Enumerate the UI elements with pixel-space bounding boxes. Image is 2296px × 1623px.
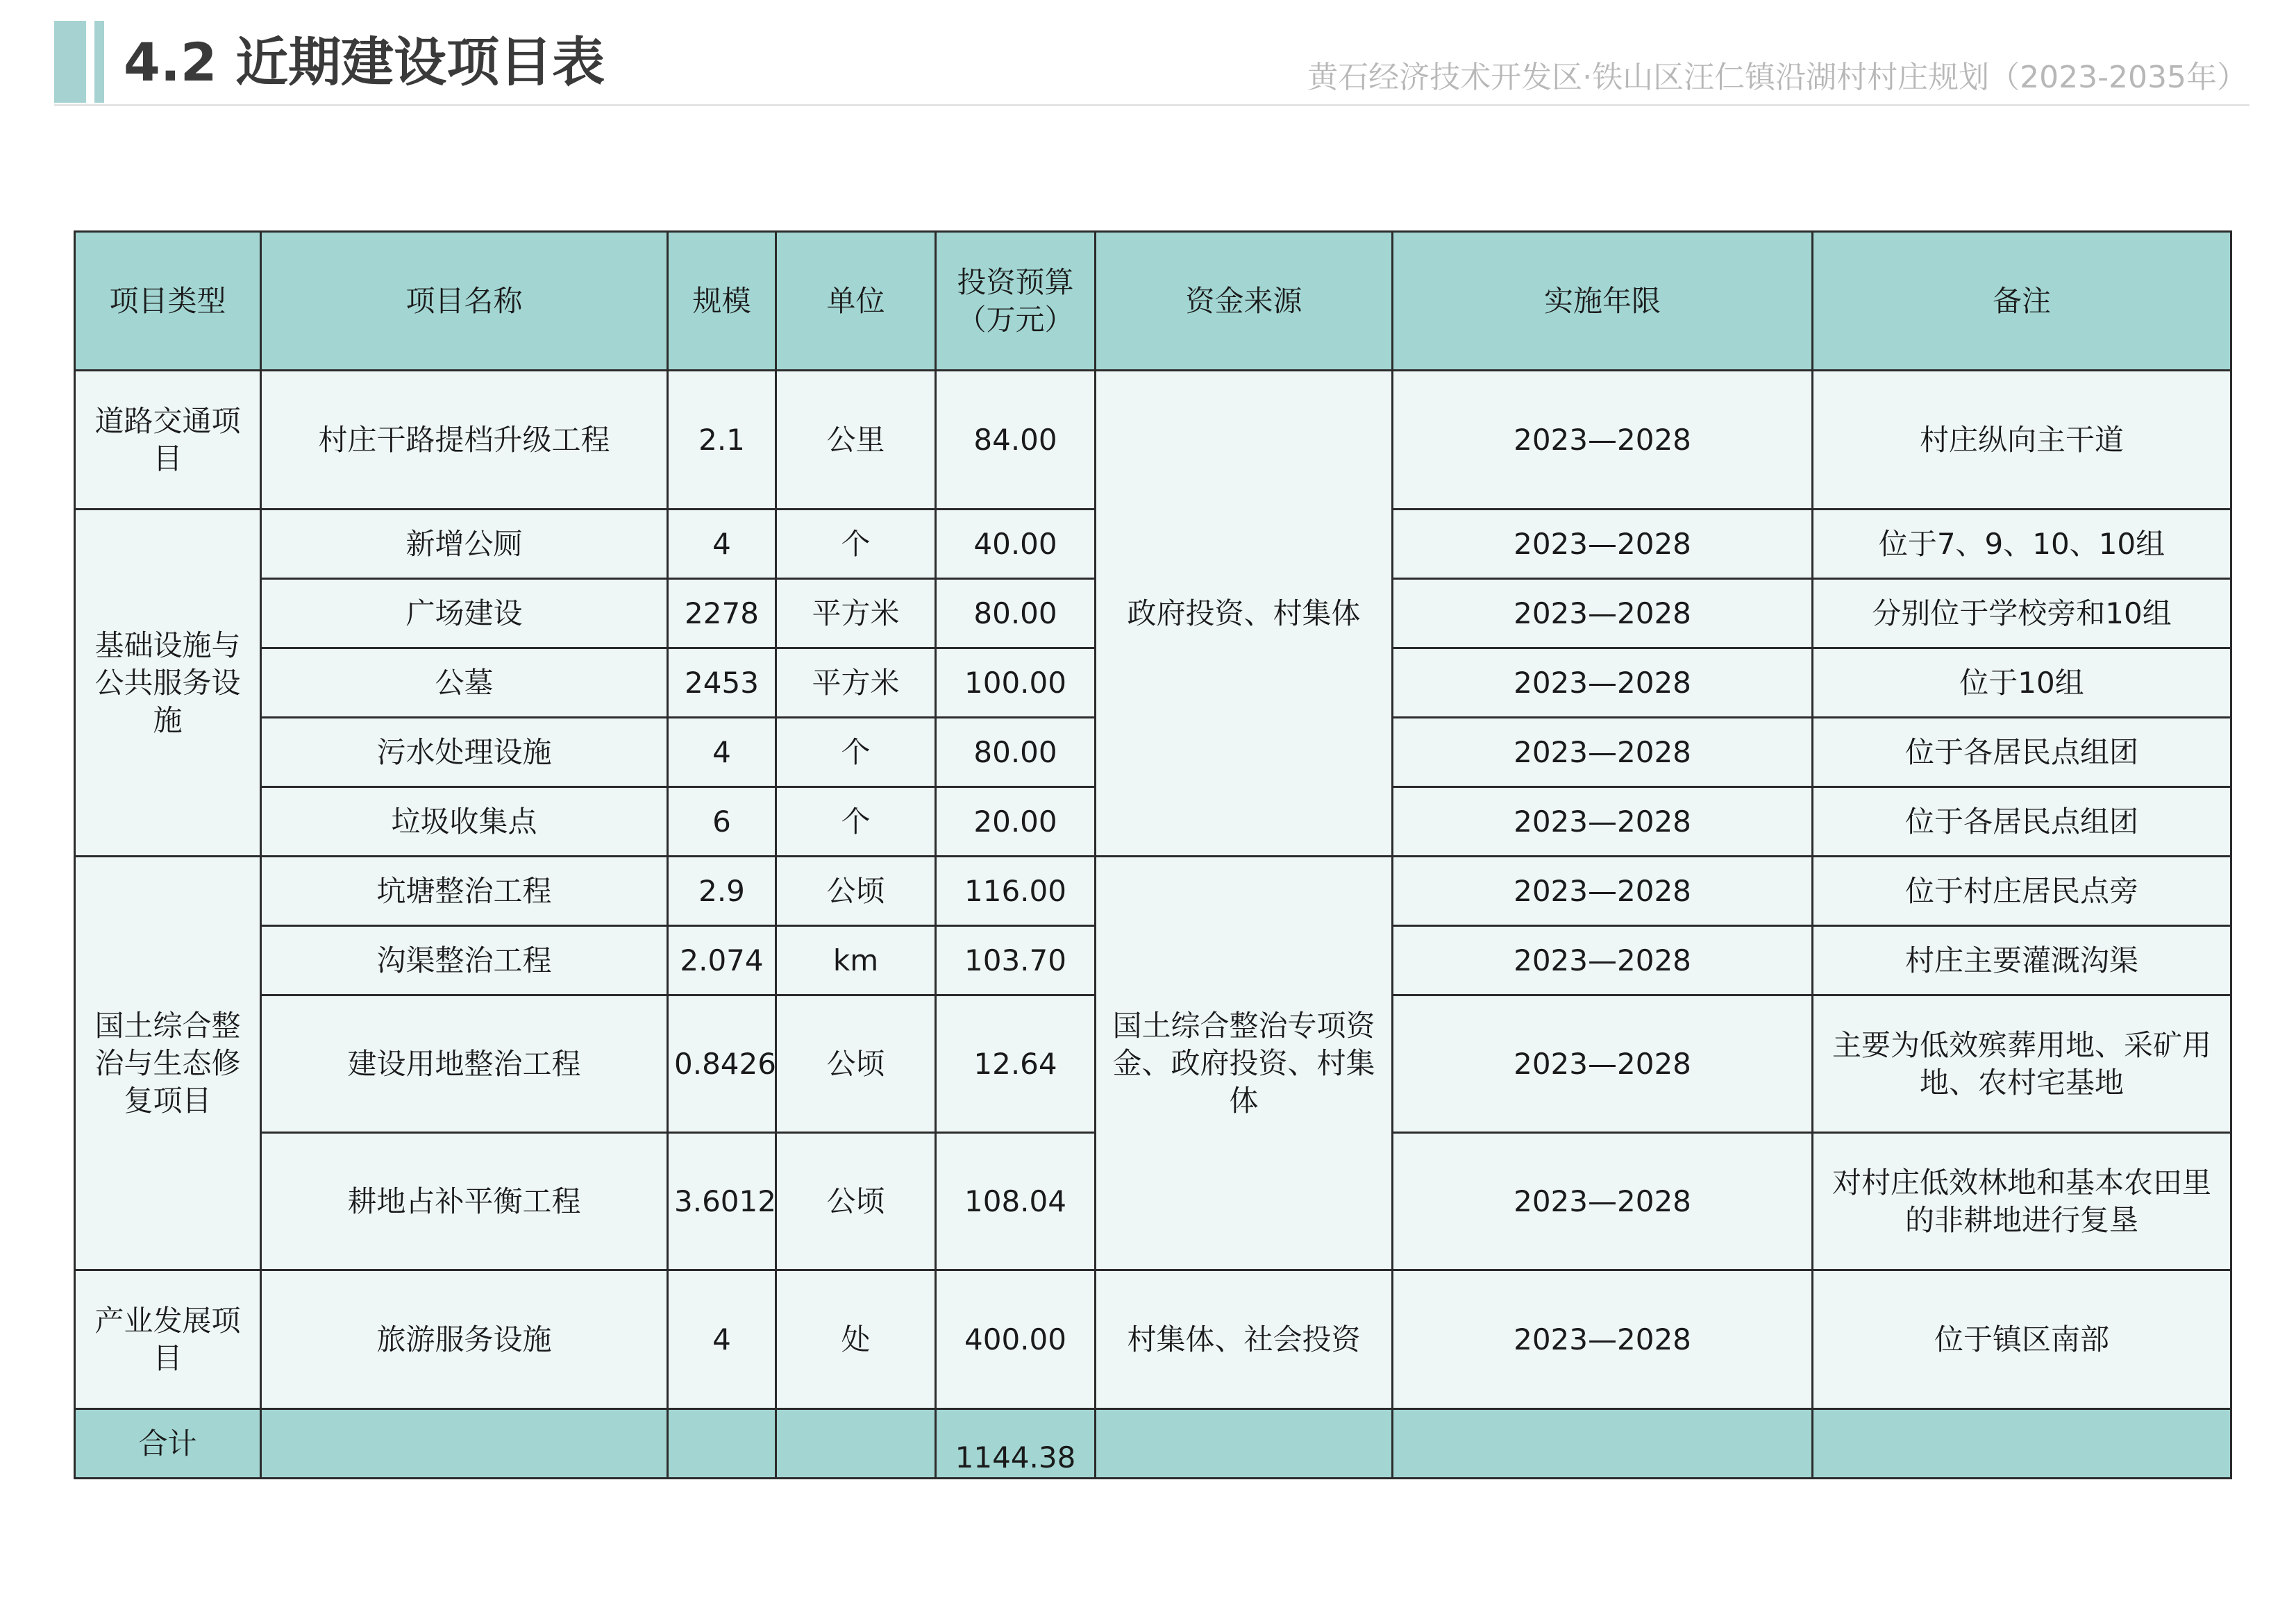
- budget-cell: 20.00: [936, 787, 1096, 857]
- total-budget-cell: [936, 1409, 1096, 1479]
- empty-cell: [1096, 1409, 1393, 1479]
- budget-cell: 80.00: [936, 718, 1096, 787]
- empty-cell: [261, 1409, 668, 1479]
- period-cell: 2023—2028: [1393, 926, 1813, 995]
- budget-cell: 108.04: [936, 1133, 1096, 1270]
- unit-cell: 公顷: [776, 1133, 936, 1270]
- column-header: 投资预算（万元）: [936, 232, 1096, 371]
- empty-cell: [1813, 1409, 2231, 1479]
- total-budget-value: 1144.38: [955, 1440, 1076, 1474]
- unit-cell: 个: [776, 718, 936, 787]
- period-cell: 2023—2028: [1393, 718, 1813, 787]
- scale-cell: 4: [668, 718, 776, 787]
- title-accent-bar: [54, 21, 86, 103]
- project-name-cell: 垃圾收集点: [261, 787, 668, 857]
- period-cell: 2023—2028: [1393, 857, 1813, 926]
- project-name-cell: 旅游服务设施: [261, 1270, 668, 1409]
- unit-cell: 处: [776, 1270, 936, 1409]
- project-table: [74, 230, 2232, 1479]
- funding-source-cell: 村集体、社会投资: [1096, 1270, 1393, 1409]
- unit-cell: 公里: [776, 371, 936, 510]
- project-name-cell: 村庄干路提档升级工程: [261, 371, 668, 510]
- note-cell: 对村庄低效林地和基本农田里的非耕地进行复垦: [1813, 1133, 2231, 1270]
- total-label-cell: 合计: [75, 1409, 261, 1479]
- budget-cell: 40.00: [936, 510, 1096, 579]
- project-name-cell: 广场建设: [261, 579, 668, 648]
- project-type-cell: 产业发展项目: [75, 1270, 261, 1409]
- unit-cell: 个: [776, 787, 936, 857]
- scale-cell: 4: [668, 510, 776, 579]
- page-title: 4.2 近期建设项目表: [124, 31, 605, 93]
- note-cell: 位于10组: [1813, 648, 2231, 718]
- note-cell: 位于镇区南部: [1813, 1270, 2231, 1409]
- empty-cell: [776, 1409, 936, 1479]
- project-name-cell: 公墓: [261, 648, 668, 718]
- budget-cell: 116.00: [936, 857, 1096, 926]
- budget-cell: 80.00: [936, 579, 1096, 648]
- header-divider: [54, 104, 2249, 106]
- scale-cell: 6: [668, 787, 776, 857]
- column-header: 单位: [776, 232, 936, 371]
- scale-cell: 0.8426: [668, 995, 776, 1133]
- project-type-cell: 国土综合整治与生态修复项目: [75, 857, 261, 1270]
- period-cell: 2023—2028: [1393, 995, 1813, 1133]
- unit-cell: 平方米: [776, 579, 936, 648]
- unit-cell: 公顷: [776, 995, 936, 1133]
- funding-source-cell: 国土综合整治专项资金、政府投资、村集体: [1096, 857, 1393, 1270]
- scale-cell: 2278: [668, 579, 776, 648]
- scale-cell: 4: [668, 1270, 776, 1409]
- note-cell: 村庄纵向主干道: [1813, 371, 2231, 510]
- column-header: 实施年限: [1393, 232, 1813, 371]
- unit-cell: km: [776, 926, 936, 995]
- scale-cell: 2.1: [668, 371, 776, 510]
- table-row: [75, 1270, 2231, 1409]
- document-subtitle: 黄石经济技术开发区·铁山区汪仁镇沿湖村村庄规划（2023-2035年）: [1307, 60, 2247, 95]
- column-header: 规模: [668, 232, 776, 371]
- empty-cell: [1393, 1409, 1813, 1479]
- project-type-cell: 道路交通项目: [75, 371, 261, 510]
- note-cell: 村庄主要灌溉沟渠: [1813, 926, 2231, 995]
- unit-cell: 公顷: [776, 857, 936, 926]
- period-cell: 2023—2028: [1393, 1270, 1813, 1409]
- project-name-cell: 新增公厕: [261, 510, 668, 579]
- note-cell: 位于各居民点组团: [1813, 718, 2231, 787]
- budget-cell: 84.00: [936, 371, 1096, 510]
- note-cell: 位于村庄居民点旁: [1813, 857, 2231, 926]
- period-cell: 2023—2028: [1393, 1133, 1813, 1270]
- project-type-cell: 基础设施与公共服务设施: [75, 510, 261, 857]
- period-cell: 2023—2028: [1393, 371, 1813, 510]
- note-cell: 位于各居民点组团: [1813, 787, 2231, 857]
- empty-cell: [668, 1409, 776, 1479]
- project-name-cell: 耕地占补平衡工程: [261, 1133, 668, 1270]
- note-cell: 位于7、9、10、10组: [1813, 510, 2231, 579]
- column-header: 项目名称: [261, 232, 668, 371]
- scale-cell: 2.9: [668, 857, 776, 926]
- table-header-row: [75, 232, 2231, 371]
- budget-cell: 103.70: [936, 926, 1096, 995]
- column-header: 资金来源: [1096, 232, 1393, 371]
- unit-cell: 平方米: [776, 648, 936, 718]
- period-cell: 2023—2028: [1393, 510, 1813, 579]
- column-header: 备注: [1813, 232, 2231, 371]
- scale-cell: 3.6012: [668, 1133, 776, 1270]
- project-name-cell: 建设用地整治工程: [261, 995, 668, 1133]
- project-name-cell: 坑塘整治工程: [261, 857, 668, 926]
- budget-cell: 12.64: [936, 995, 1096, 1133]
- period-cell: 2023—2028: [1393, 787, 1813, 857]
- note-cell: 分别位于学校旁和10组: [1813, 579, 2231, 648]
- scale-cell: 2.074: [668, 926, 776, 995]
- funding-source-cell: 政府投资、村集体: [1096, 371, 1393, 857]
- budget-cell: 400.00: [936, 1270, 1096, 1409]
- column-header: 项目类型: [75, 232, 261, 371]
- note-cell: 主要为低效殡葬用地、采矿用地、农村宅基地: [1813, 995, 2231, 1133]
- scale-cell: 2453: [668, 648, 776, 718]
- table-row: [75, 371, 2231, 510]
- unit-cell: 个: [776, 510, 936, 579]
- budget-cell: 100.00: [936, 648, 1096, 718]
- total-row: [75, 1409, 2231, 1479]
- title-accent-stripe: [94, 21, 104, 103]
- table-row: [75, 857, 2231, 926]
- period-cell: 2023—2028: [1393, 648, 1813, 718]
- project-name-cell: 污水处理设施: [261, 718, 668, 787]
- period-cell: 2023—2028: [1393, 579, 1813, 648]
- project-name-cell: 沟渠整治工程: [261, 926, 668, 995]
